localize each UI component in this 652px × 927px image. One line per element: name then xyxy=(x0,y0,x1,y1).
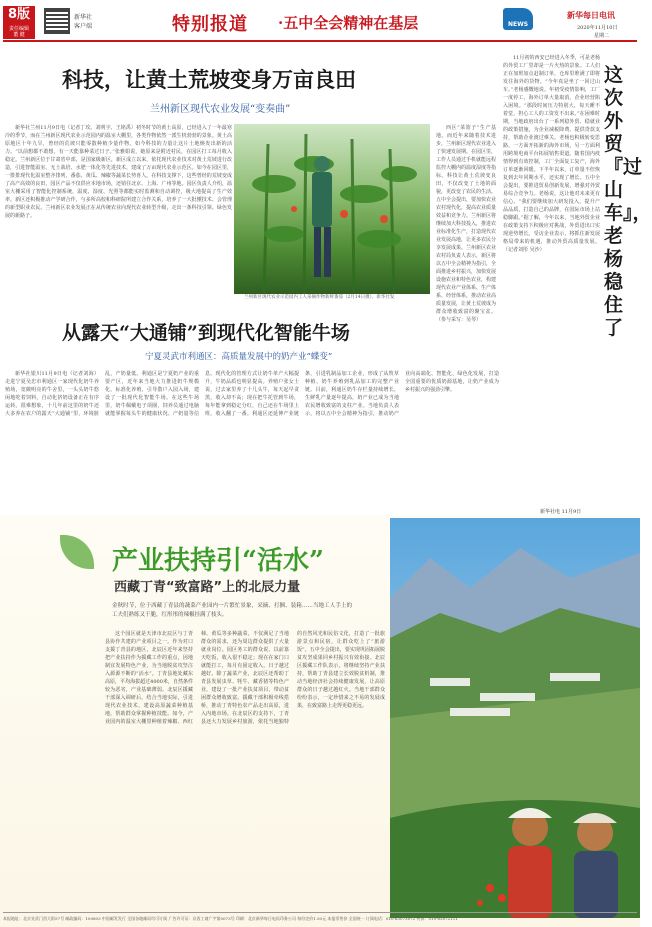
tibet-landscape xyxy=(390,518,640,918)
article1-body xyxy=(5,124,232,300)
masthead-column-title: 特别报道 xyxy=(172,14,248,35)
brand-line1: 新华社 xyxy=(74,14,93,21)
masthead-column-subtitle: ·五中全会精神在基层 xyxy=(278,14,419,32)
footer-text: 本报地址：北京宣武门西大街57号 邮政编码：100803 中国邮发发行 全国各地邮局均可订阅 广告许可证：京西工商广字第0073号 印刷：北京新华每日电讯印务公司 每份定价1.50元 本报零售价 全国统一 订阅电话：010-63073072 传真：010-63072111 xyxy=(3,916,458,921)
article3-photo xyxy=(390,518,640,918)
article3-headline: 产业扶持引“活水” xyxy=(112,546,324,576)
farmer-right xyxy=(573,813,618,918)
editor-name: 董 健 xyxy=(13,32,25,38)
editor-label: 责任编辑 xyxy=(8,26,29,32)
worker-figure xyxy=(312,156,332,277)
article1-photo xyxy=(234,124,430,294)
issue-date: 2020年11月10日 xyxy=(577,25,618,31)
article2-headline: 从露天“大通铺”到现代化智能牛场 xyxy=(62,322,350,344)
qr-code-icon xyxy=(44,8,70,34)
article3-body xyxy=(105,630,385,910)
brand-line2: 客户端 xyxy=(74,23,93,30)
footer-rule xyxy=(3,912,637,913)
article3-subheadline: 西藏丁青“致富路”上的北辰力量 xyxy=(114,580,301,595)
article1-body-right-text: 西区“菜篮子”生产基地。而近年来随着技术进步，兰州新区现代农业进入了快速发展期。在园区里，工作人员通过手机就能远程监控大棚内的温度湿度等指标。科技让黄土荒坡变良田，不仅改变了土地的面貌，更改变了农民的生活。五中全会提出，要加快农业农村现代化，提高农业质量效益和竞争力。兰州新区将继续加大科技投入，推进农业标准化生产，打造现代农业发展高地，让更多农民分享发展成果。兰州新区农业农村局负责人表示，新区将以五中全会精神为指引，全面推进乡村振兴，加快发展设施农业和特色农业，构建现代农业产业体系、生产体系、经营体系，推动农业高质量发展，让黄土荒坡成为群众增收致富的聚宝盆。（参与采写：吴琴） xyxy=(436,125,497,323)
article2-body xyxy=(5,370,499,510)
sidebar-title: 这次外贸『过山车』，老杨稳住了 xyxy=(604,64,652,339)
page-number: 8版 xyxy=(7,7,31,22)
farmer-left xyxy=(508,808,552,918)
sidebar-body xyxy=(503,54,600,504)
article3-intro: 金秋时节，位于西藏丁青县的蔬菜产业园内一片繁忙景象，采摘、打捆、装箱……当地工人手上的工夫们熟练又干脆，红彤彤的辣椒挂满了枝头。 xyxy=(112,603,352,618)
news-logo-text: NEWS xyxy=(507,21,529,28)
article1-body-right xyxy=(436,124,497,323)
article2-subheadline: 宁夏灵武市利通区：高质量发展中的奶产业“蝶变” xyxy=(145,352,333,362)
article2-body-text: 新华社银川11月9日电（记者刘海）走进宁夏吴忠市利通区一家现代化奶牛养殖场，宽敞明亮的牛舍里，一头头奶牛悠闲地吃着饲料，自动化挤奶设备正在有序运转。很难想象，十几年前这里的奶牛还大多养在农户的露天“大通铺”里，环境脏乱，产奶量低。利通区是宁夏奶产业的重要产区，近年来当地大力推进奶牛规模化、标准化养殖，引导散户入园入场，建设了一批现代化智能牛场。在这些牛场里，奶牛佩戴电子项圈，饲养员通过电脑就能掌握每头牛的健康状况、产奶量等信息。现代化的管理方式让奶牛单产大幅提升，牛奶品质也明显提高。养殖户张女士说，过去家里养了十几头牛，每天起早贪黑，收入却不高；现在把牛托管到牛场，每年能拿到稳定分红，自己还在牛场里上班，收入翻了一番。利通区还延伸产业链条，引进乳制品加工企业，形成了从牧草种植、奶牛养殖到乳品加工的完整产业链。目前，利通区奶牛存栏量持续增长，生鲜乳产量逐年提高，奶产业已成为当地农民增收致富的支柱产业。当地负责人表示，将以五中全会精神为指引，推动奶产业向高端化、智能化、绿色化发展，打造全国重要的优质奶源基地，让奶产业成为乡村振兴的强劲引擎。 xyxy=(5,371,499,417)
article1-body-text: 新华社兰州11月9日电（记者丁玫、刘明宇、王铭禹）初冬时节的黄土高原，已经进入了一年最寒冷的季节，而在兰州新区现代农业示范园内的温室大棚里，各类作物依然一派生机勃勃的景象。黄土高原地区十年九旱，曾经的荒坡只能零散种植少量作物，如今科技的力量让这片土地焕发出新的活力。“以前想都不敢想，有一天能靠种菜过日子。”张雅娟说，她原来是附近村民，在园区打工每月收入稳定。兰州新区位于甘肃省中部，是国家级新区，新区成立以来，依托现代农业技术对黄土荒坡进行改造，引进智能温室、无土栽培、水肥一体化等先进技术，建成了万亩现代农业示范区。如今在园区里，一排排现代化温室整齐排列，番茄、黄瓜、辣椒等蔬菜长势喜人。在科技支撑下，这些曾经的荒坡变成了高产高效的良田，园区产品不仅供应本地市场，还销往北京、上海、广州等地。园区负责人介绍，温室大棚采用了智能化控制系统，温度、湿度、光照等都能实时监测和自动调控，极大地提高了生产效率。新区还积极推动产学研合作，与多所高校和科研院所建立合作关系，培养了一大批懂技术、会管理的新型职业农民。兰州新区农业发展正在从传统农业向现代农业转型升级，走出一条科技引领、绿色发展的新路子。 xyxy=(5,125,232,219)
issue-weekday: 星期二 xyxy=(594,33,610,39)
greenhouse-scene xyxy=(234,124,430,294)
article1-headline: 科技，让黄土荒坡变身万亩良田 xyxy=(62,68,356,92)
sidebar-body-text: 11月初的西安已经进入冬季，可是老杨的外贸工厂里却是一片火热的景象。工人们正在加班加点赶制订单，仓库里堆满了即将发往海外的货物。“今年真是坐了一回过山车。”老杨感慨地说。年初受疫情影响，工厂一度停工，海外订单大量取消，企业经营陷入困境。“那段时间压力特别大，每天睡不着觉，担心工人的工资发不出来。”在困难时期，当地政府出台了一系列稳外贸、稳就业的政策措施，为企业减税降费、提供贷款支持，帮助企业渡过难关。老杨也积极转变思路，一方面开拓新的海外市场，另一方面利用跨境电商平台拓展销售渠道。随着国内疫情得到有效控制，工厂全面复工复产，海外订单逐渐回暖。下半年以来，订单量不但恢复到去年同期水平，还实现了增长。五中全会提出，要推进贸易创新发展，增强对外贸易综合竞争力。老杨说，这让他对未来更有信心。“我们要继续加大研发投入，提升产品品质，打造自己的品牌，在国际市场上站稳脚跟。”据了解，今年以来，当地外贸企业在政策支持下积极应对挑战，外贸进出口实现逆势增长。受访企业表示，将抓住新发展格局带来的机遇，推动外贸高质量发展。（记者刘彤 吴沙） xyxy=(503,55,600,253)
article1-photo-caption: 兰州新区现代农业示范园内工人采摘作物新鲜番茄（2月14日摄）。新华社发 xyxy=(244,295,395,300)
sidebar-byline: 新华社电 11月9日 xyxy=(540,509,582,515)
news-logo-icon xyxy=(503,8,533,30)
paper-name: 新华每日电讯 xyxy=(567,10,615,20)
article3-body-text: 这个园区就是天津市北辰区与丁青县协作共建的产业项目之一。作为对口支援丁青县的地区，北辰区近年来坚持把产业扶持作为援藏工作的重点，因地制宜发展特色产业，为当地脱贫攻坚注入源源不断的“活水”。丁青县地处藏东高原，平均海拔超过4000米，自然条件较为恶劣，产业基础薄弱。北辰区援藏干部深入调研后，结合当地实际，引进现代农业技术，建设高原蔬菜种植基地，帮助群众掌握种植技能。如今，产业园内的温室大棚里种植着辣椒、西红柿、黄瓜等多种蔬菜，不仅满足了当地群众的需求，还为周边群众提供了大量就业岗位。园区务工的群众说，以前靠天吃饭，收入很不稳定；现在在家门口就能打工，每月有固定收入，日子越过越好。除了蔬菜产业，北辰区还帮助丁青县发展虫草、牦牛、藏香猪等特色产业，建设了一批产业扶贫项目，带动贫困群众增收致富。援藏干部积极牵线搭桥，推动丁青特色农产品走出高原，进入内地市场。在北辰区的支持下，丁青县还大力发展乡村旅游，依托当地独特的自然风光和民俗文化，打造了一批旅游景点和民宿，让群众吃上了“旅游饭”。五中全会提出，要实现巩固拓展脱贫攻坚成果同乡村振兴有效衔接。北辰区援藏工作队表示，将继续坚持产业扶持，帮助丁青县建立长效脱贫机制，推动当地经济社会持续健康发展，让高原群众的日子越过越红火。当地干部群众纷纷表示，一定珍惜来之不易的发展成果，在致富路上走得更稳更远。 xyxy=(105,631,385,725)
article1-subheadline: 兰州新区现代农业发展“变奏曲” xyxy=(150,104,291,115)
masthead-rule xyxy=(3,40,637,42)
